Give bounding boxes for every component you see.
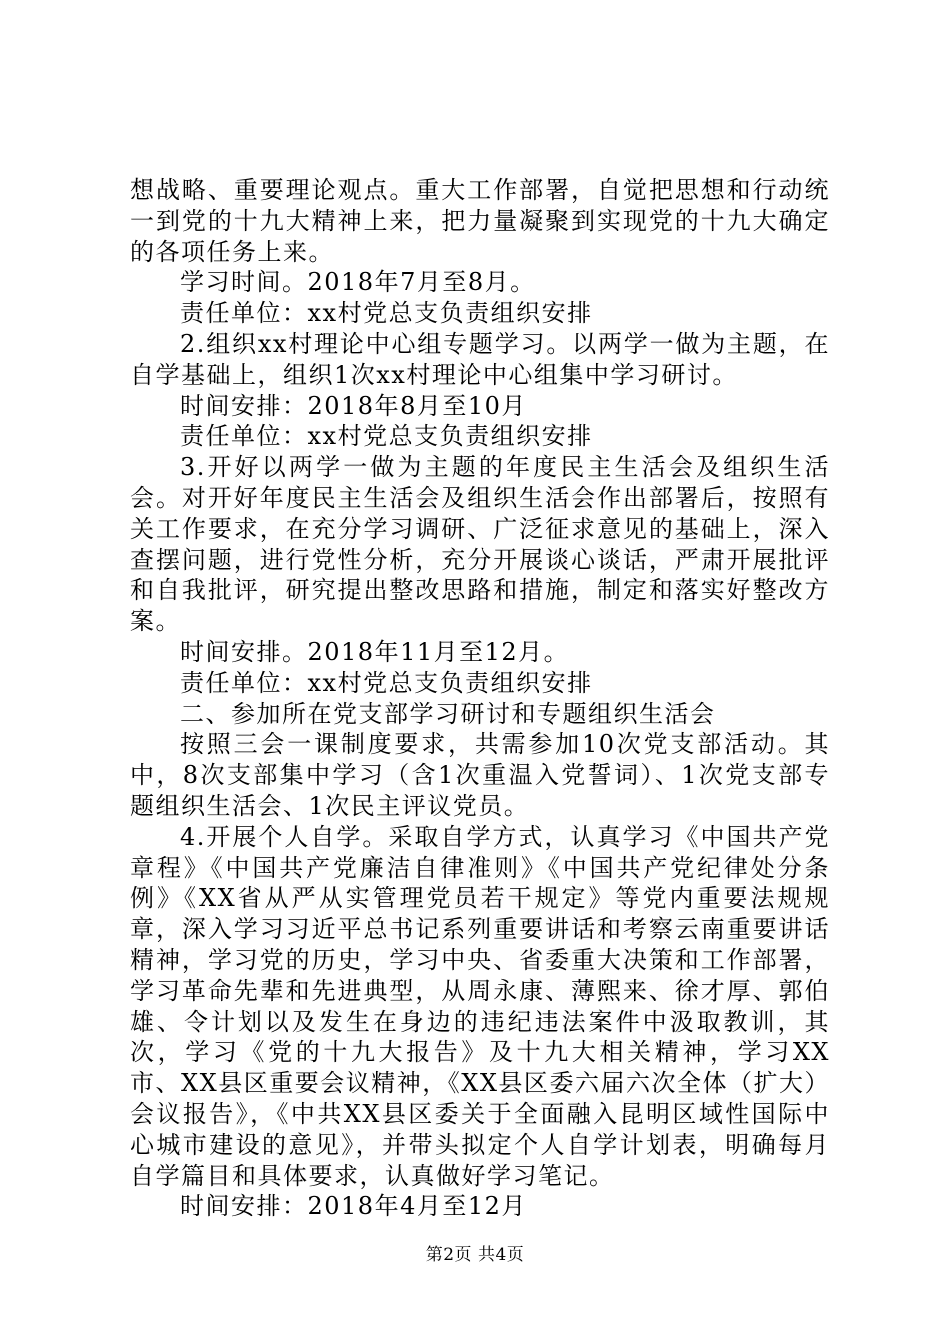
- paragraph-11: 按照三会一课制度要求，共需参加10次党支部活动。其中，8次支部集中学习（含1次重温入党誓词）、1次党支部专题组织生活会、1次民主评议党员。: [130, 730, 830, 820]
- paragraph-8: 时间安排。2018年11月至12月。: [180, 637, 570, 666]
- paragraph-13: 时间安排：2018年4月至12月: [180, 1192, 527, 1221]
- paragraph-5: 时间安排：2018年8月至10月: [180, 391, 527, 420]
- section-heading: 二、参加所在党支部学习研讨和专题组织生活会: [180, 699, 716, 728]
- paragraph-6: 责任单位：xx村党总支负责组织安排: [180, 422, 593, 451]
- paragraph-3: 责任单位：xx村党总支负责组织安排: [180, 299, 593, 328]
- paragraph-7: 3.开好以两学一做为主题的年度民主生活会及组织生活会。对开好年度民主生活会及组织生活会作出部署后，按照有关工作要求，在充分学习调研、广泛征求意见的基础上，深入查摆问题，进行党性分析，充分开展谈心谈话，严肃开展批评和自我批评，研究提出整改思路和措施，制定和落实好整改方案。: [130, 453, 830, 636]
- document-body: [130, 175, 830, 1222]
- paragraph-2: 学习时间。2018年7月至8月。: [180, 268, 536, 297]
- paragraph-9: 责任单位：xx村党总支负责组织安排: [180, 668, 593, 697]
- paragraph-12: 4.开展个人自学。采取自学方式，认真学习《中国共产党章程》《中国共产党廉洁自律准则》《中国共产党纪律处分条例》《XX省从严从实管理党员若干规定》等党内重要法规规章，深入学习习近平总书记系列重要讲话和考察云南重要讲话精神，学习党的历史，学习中央、省委重大决策和工作部署，学习革命先辈和先进典型，从周永康、薄熙来、徐才厚、郭伯雄、令计划以及发生在身边的违纪违法案件中汲取教训，其次，学习《党的十九大报告》及十九大相关精神，学习XX市、XX县区重要会议精神，《XX县区委六届六次全体（扩大）会议报告》，《中共XX县区委关于全面融入昆明区域性国际中心城市建设的意见》，并带头拟定个人自学计划表，明确每月自学篇目和具体要求，认真做好学习笔记。: [130, 822, 830, 1190]
- paragraph-1: 想战略、重要理论观点。重大工作部署，自觉把思想和行动统一到党的十九大精神上来，把力量凝聚到实现党的十九大确定的各项任务上来。: [130, 176, 830, 266]
- paragraph-4: 2.组织xx村理论中心组专题学习。以两学一做为主题，在自学基础上，组织1次xx村理论中心组集中学习研讨。: [130, 329, 830, 389]
- page-footer: 第2页 共4页: [425, 1245, 525, 1265]
